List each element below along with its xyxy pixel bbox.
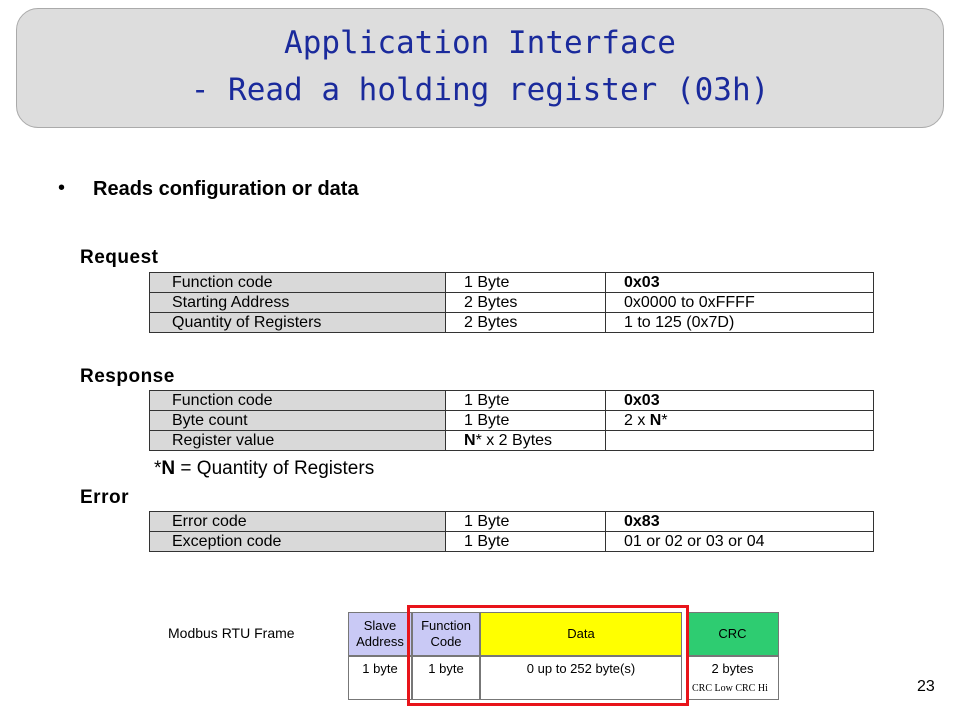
size-cell: 1 Byte (446, 532, 606, 552)
value-cell: 01 or 02 or 03 or 04 (606, 532, 874, 552)
crc-sub-label: CRC Low CRC Hi (692, 683, 768, 694)
note-prefix: * (154, 458, 162, 479)
field-cell: Quantity of Registers (150, 313, 446, 333)
table-row (150, 273, 874, 293)
field-cell: Starting Address (150, 293, 446, 313)
bullet-icon: • (58, 177, 66, 199)
value-prefix: 2 x (624, 412, 650, 429)
field-cell: Error code (150, 512, 446, 532)
bullet-text: Reads configuration or data (93, 178, 359, 200)
header-text: Data (567, 626, 595, 641)
page-title-line1: Application Interface (284, 25, 676, 61)
header-text: Slave (363, 618, 397, 633)
frame-size-data: 0 up to 252 byte(s) (480, 656, 682, 700)
size-cell: 1 Byte (446, 512, 606, 532)
request-label: Request (80, 247, 159, 268)
value-cell: 0x83 (606, 512, 874, 532)
page-title-line2: - Read a holding register (03h) (190, 72, 770, 108)
field-cell: Function code (150, 391, 446, 411)
value-cell: 0x0000 to 0xFFFF (606, 293, 874, 313)
value-cell: 0x03 (606, 391, 874, 411)
table-row (150, 431, 874, 451)
field-cell: Byte count (150, 411, 446, 431)
size-bold: N (464, 432, 476, 449)
size-cell: 2 Bytes (446, 313, 606, 333)
field-cell: Function code (150, 273, 446, 293)
table-row (150, 293, 874, 313)
note-bold: N (161, 458, 176, 479)
table-row (150, 391, 874, 411)
response-label: Response (80, 366, 175, 387)
frame-header-slave (348, 612, 412, 656)
header-text: Address (356, 634, 404, 649)
header-text: Code (430, 634, 462, 649)
response-table (149, 390, 874, 451)
request-table (149, 272, 874, 333)
size-cell: 2 Bytes (446, 293, 606, 313)
size-cell: 1 Byte (446, 273, 606, 293)
value-bold: N (649, 412, 662, 429)
size-cell (446, 431, 606, 451)
size-cell: 1 Byte (446, 391, 606, 411)
field-cell: Exception code (150, 532, 446, 552)
table-row (150, 532, 874, 552)
frame-size-crc: 2 bytes (686, 656, 779, 700)
size-suffix: * x 2 Bytes (475, 432, 553, 449)
value-cell: 0x03 (606, 273, 874, 293)
size-cell: 1 Byte (446, 411, 606, 431)
page-number: 23 (917, 678, 935, 695)
header-text: CRC (718, 626, 747, 641)
value-cell: 1 to 125 (0x7D) (606, 313, 874, 333)
frame-size-function: 1 byte (412, 656, 480, 700)
note-suffix: = Quantity of Registers (175, 458, 375, 479)
error-label: Error (80, 487, 129, 508)
table-row (150, 313, 874, 333)
header-text: Function (421, 618, 471, 633)
field-cell: Register value (150, 431, 446, 451)
table-row (150, 411, 874, 431)
frame-size-slave: 1 byte (348, 656, 412, 700)
frame-header-crc (686, 612, 779, 656)
highlight-box (407, 605, 689, 706)
error-table (149, 511, 874, 552)
value-cell (606, 431, 874, 451)
table-row (150, 512, 874, 532)
value-suffix: * (661, 412, 668, 429)
value-cell (606, 411, 874, 431)
modbus-frame-label: Modbus RTU Frame (168, 625, 295, 641)
footnote (154, 458, 374, 480)
